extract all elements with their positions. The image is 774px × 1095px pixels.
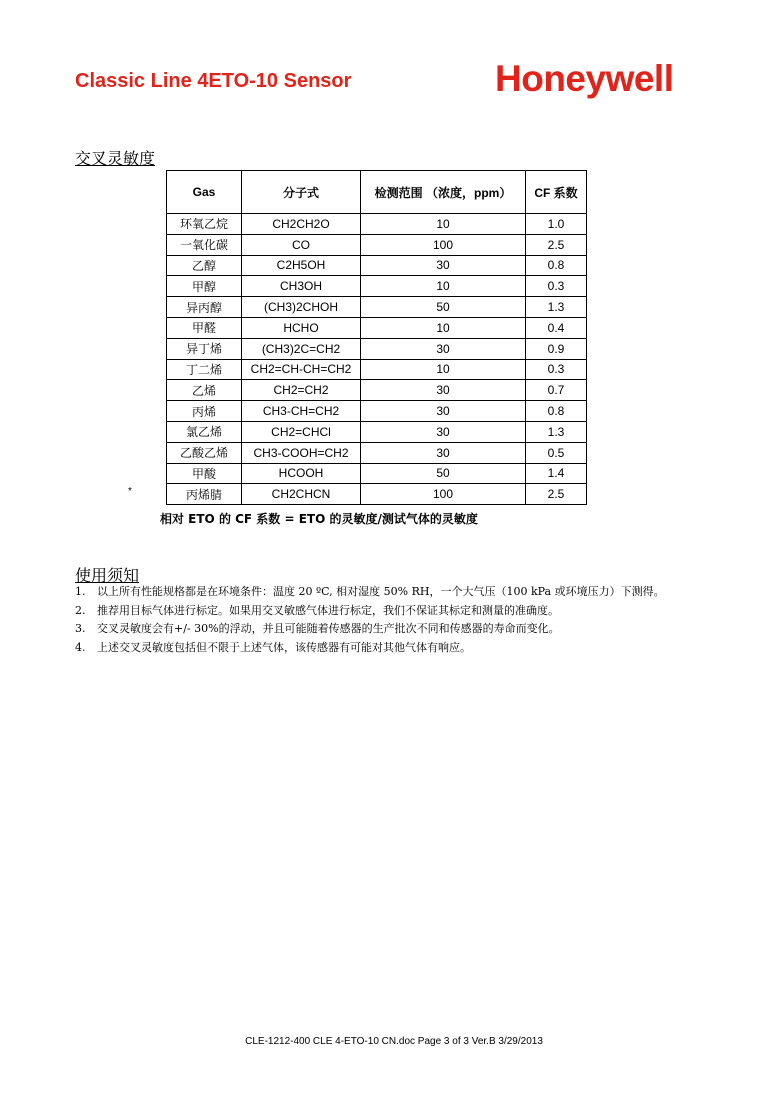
gas-name-cell: 乙酸乙烯 [167,442,242,463]
column-header-cf: CF 系数 [526,171,587,214]
list-item: 4. 上述交叉灵敏度包括但不限于上述气体，该传感器有可能对其他气体有响应。 [75,640,471,654]
formula-cell: CO [242,234,361,255]
cf-cell: 2.5 [526,484,587,505]
range-cell: 10 [361,214,526,235]
table-header-row [167,171,587,214]
gas-name-cell: 丙烯 [167,401,242,422]
cross-sensitivity-table [166,170,587,505]
cf-cell: 0.9 [526,338,587,359]
range-cell: 100 [361,484,526,505]
footnote-mark: * [128,486,132,497]
formula-cell: C2H5OH [242,255,361,276]
formula-cell: CH3OH [242,276,361,297]
cf-cell: 0.8 [526,401,587,422]
table-row [167,359,587,380]
cf-cell: 1.0 [526,214,587,235]
gas-name-cell: 乙醇 [167,255,242,276]
cf-cell: 1.4 [526,463,587,484]
cf-cell: 0.5 [526,442,587,463]
cf-cell: 1.3 [526,421,587,442]
range-cell: 100 [361,234,526,255]
range-cell: 30 [361,338,526,359]
gas-name-cell: 异丙醇 [167,297,242,318]
page-footer: CLE-1212-400 CLE 4-ETO-10 CN.doc Page 3 of 3 Ver.B 3/29/2013 [245,1036,543,1047]
table-row [167,255,587,276]
cf-cell: 0.4 [526,317,587,338]
formula-cell: (CH3)2C=CH2 [242,338,361,359]
formula-cell: HCHO [242,317,361,338]
cf-cell: 0.3 [526,359,587,380]
range-cell: 50 [361,297,526,318]
gas-name-cell: 丁二烯 [167,359,242,380]
gas-name-cell: 丙烯腈 [167,484,242,505]
table-row [167,234,587,255]
cf-cell: 2.5 [526,234,587,255]
range-cell: 10 [361,276,526,297]
range-cell: 30 [361,421,526,442]
range-cell: 10 [361,359,526,380]
column-header-range: 检测范围 （浓度，ppm） [361,171,526,214]
table-row [167,276,587,297]
cf-cell: 1.3 [526,297,587,318]
range-cell: 30 [361,380,526,401]
range-cell: 30 [361,401,526,422]
cf-formula-note: 相对 ETO 的 CF 系数 = ETO 的灵敏度/测试气体的灵敏度 [160,512,478,526]
table-row [167,317,587,338]
formula-cell: CH2=CH2 [242,380,361,401]
table-row [167,484,587,505]
table-row [167,421,587,442]
formula-cell: CH2=CH-CH=CH2 [242,359,361,380]
table-row [167,442,587,463]
range-cell: 30 [361,255,526,276]
gas-name-cell: 环氧乙烷 [167,214,242,235]
formula-cell: CH3-COOH=CH2 [242,442,361,463]
formula-cell: HCOOH [242,463,361,484]
cf-cell: 0.3 [526,276,587,297]
cross-sensitivity-heading: 交叉灵敏度 [75,149,156,168]
column-header-gas: Gas [167,171,242,214]
table-row [167,463,587,484]
document-title: Classic Line 4ETO-10 Sensor [75,70,352,92]
table-row [167,214,587,235]
gas-name-cell: 异丁烯 [167,338,242,359]
gas-name-cell: 甲醇 [167,276,242,297]
gas-name-cell: 甲酸 [167,463,242,484]
cf-cell: 0.8 [526,255,587,276]
formula-cell: (CH3)2CHOH [242,297,361,318]
gas-name-cell: 乙烯 [167,380,242,401]
table-row [167,401,587,422]
range-cell: 10 [361,317,526,338]
formula-cell: CH2CHCN [242,484,361,505]
usage-notes-heading: 使用须知 [75,566,140,585]
gas-name-cell: 一氧化碳 [167,234,242,255]
formula-cell: CH2=CHCl [242,421,361,442]
range-cell: 50 [361,463,526,484]
column-header-formula: 分子式 [242,171,361,214]
table-row [167,380,587,401]
list-item: 2. 推荐用目标气体进行标定。如果用交叉敏感气体进行标定，我们不保证其标定和测量的准确度。 [75,603,559,617]
usage-notes-list [75,583,665,657]
table-row [167,338,587,359]
list-item: 3. 交叉灵敏度会有+/- 30%的浮动，并且可能随着传感器的生产批次不同和传感器的寿命而变化。 [75,622,560,635]
gas-name-cell: 氯乙烯 [167,421,242,442]
formula-cell: CH3-CH=CH2 [242,401,361,422]
range-cell: 30 [361,442,526,463]
list-item: 1. 以上所有性能规格都是在环境条件：温度 20 ºC, 相对湿度 50% RH，一个大气压（100 kPa 或环境压力）下测得。 [75,585,665,598]
formula-cell: CH2CH2O [242,214,361,235]
cf-cell: 0.7 [526,380,587,401]
table-row [167,297,587,318]
gas-name-cell: 甲醛 [167,317,242,338]
honeywell-logo: Honeywell [495,58,674,99]
